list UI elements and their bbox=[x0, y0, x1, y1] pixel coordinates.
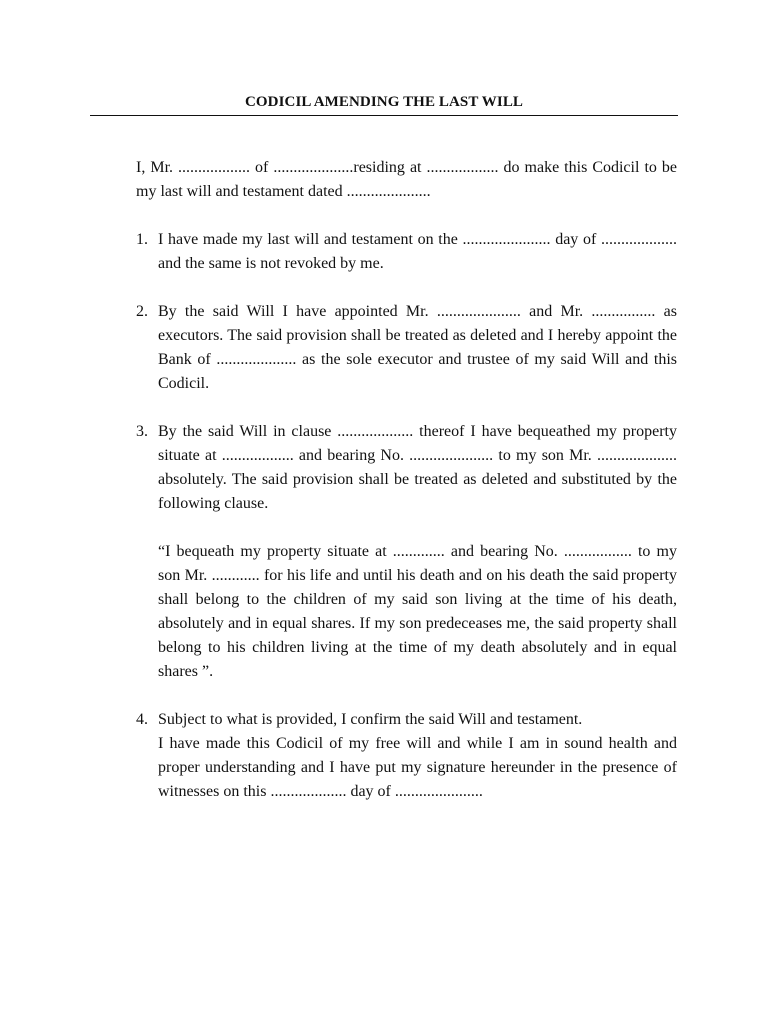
clause-item bbox=[136, 228, 677, 276]
substituted-clause-quote: “I bequeath my property situate at ............. and bearing No. ................. to my son Mr. ............ for his life and until his death and on his death the said property shall belong to the children of my said son living at the time of his death, absolutely and in equal shares. If my son predeceases me, the said property shall belong to his children living at the time of my death absolutely and in equal shares ”. bbox=[158, 543, 677, 680]
clause-number: 4. bbox=[136, 711, 148, 728]
clause-text: By the said Will in clause ................... thereof I have bequeathed my property situate at .................. and bearing No. ..................... to my son Mr. .................... absolutely. The said provision shall be treated as deleted and substituted by the following clause. bbox=[158, 423, 677, 512]
clause-number: 1. bbox=[136, 231, 148, 248]
clause-item bbox=[136, 708, 677, 804]
clause-number: 3. bbox=[136, 423, 148, 440]
intro-paragraph: I, Mr. .................. of ....................residing at .................. do make this Codicil to be my last will and testament dated ..................... bbox=[136, 159, 677, 200]
clause-text-continued: I have made this Codicil of my free will and while I am in sound health and proper understanding and I have put my signature hereunder in the presence of witnesses on this ................... day of ...................... bbox=[158, 735, 677, 800]
clause-list bbox=[136, 228, 677, 804]
clause-item bbox=[136, 420, 677, 684]
clause-text: Subject to what is provided, I confirm the said Will and testament. bbox=[158, 711, 583, 728]
clause-text: I have made my last will and testament on the ...................... day of ................... and the same is not revoked by me. bbox=[158, 231, 677, 272]
document-title: CODICIL AMENDING THE LAST WILL bbox=[244, 94, 524, 110]
title-underline bbox=[90, 115, 678, 116]
clause-number: 2. bbox=[136, 303, 148, 320]
clause-item bbox=[136, 300, 677, 396]
document-body bbox=[136, 156, 677, 828]
clause-text: By the said Will I have appointed Mr. ..................... and Mr. ................ as executors. The said provision shall be treated as deleted and I hereby appoint the Bank of .................... as the sole executor and trustee of my said Will and this Codicil. bbox=[158, 303, 677, 392]
